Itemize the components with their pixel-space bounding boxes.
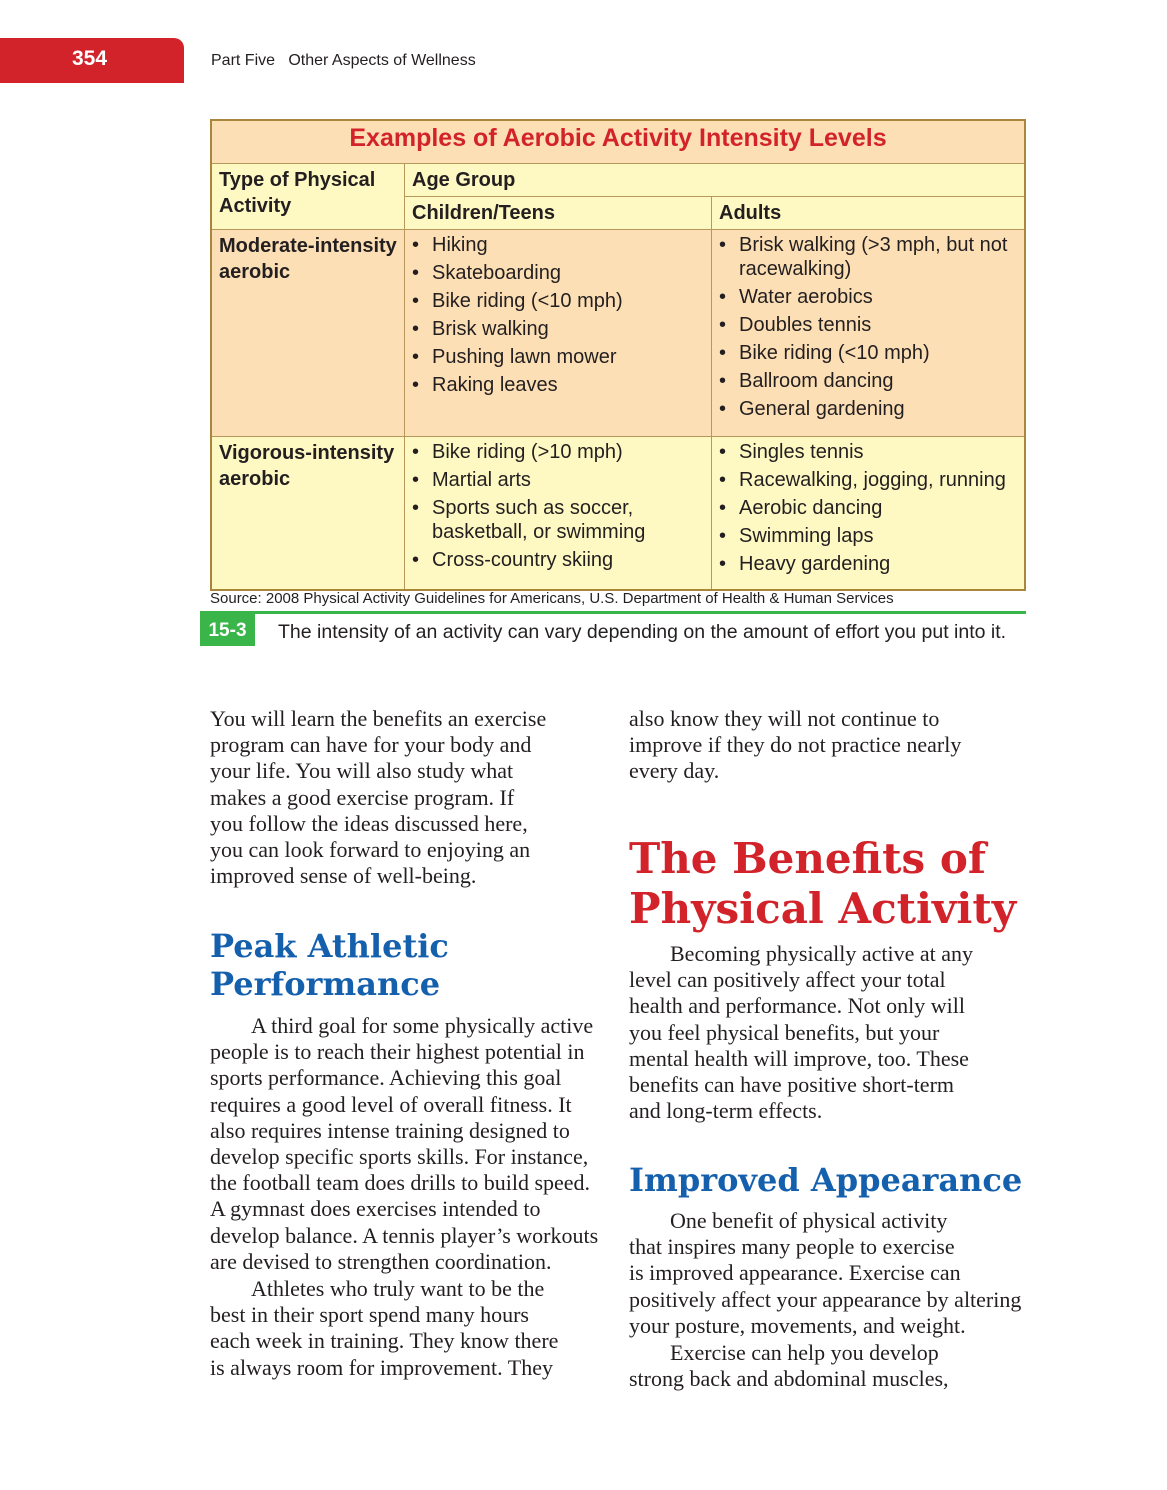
page-number-tab bbox=[0, 38, 184, 83]
table-row bbox=[211, 437, 1025, 590]
text-line: One benefit of physical activity bbox=[670, 1208, 948, 1233]
activity-item: • Cross-country skiing bbox=[412, 548, 704, 572]
peak-paragraph-1 bbox=[210, 1013, 598, 1275]
col-header-age: Age Group bbox=[405, 164, 1026, 197]
col-header-adults: Adults bbox=[712, 197, 1026, 230]
text-line: your life. You will also study what bbox=[210, 758, 514, 784]
activity-item: • Racewalking, jogging, running bbox=[719, 468, 1017, 492]
activity-item: • Water aerobics bbox=[719, 285, 1017, 309]
appearance-paragraph-2 bbox=[629, 1340, 949, 1392]
activity-item: • Pushing lawn mower bbox=[412, 345, 704, 369]
text-line: the football team does drills to build speed. bbox=[210, 1170, 591, 1196]
text-line: sports performance. Achieving this goal bbox=[210, 1065, 562, 1091]
page-number: 354 bbox=[72, 47, 108, 70]
text-line: The Benefits of bbox=[629, 834, 986, 883]
figure-caption: The intensity of an activity can vary depending on the amount of effort you put into it. bbox=[278, 621, 1007, 643]
text-line: develop balance. A tennis player’s workouts bbox=[210, 1222, 599, 1248]
peak-paragraph-2 bbox=[210, 1276, 558, 1381]
text-line: health and performance. Not only will bbox=[629, 993, 966, 1019]
text-line: Exercise can help you develop bbox=[670, 1340, 939, 1365]
text-line: Athletes who truly want to be the bbox=[251, 1276, 545, 1301]
col-header-type: Type of Physical Activity bbox=[211, 164, 405, 230]
table-title: Examples of Aerobic Activity Intensity Levels bbox=[211, 120, 1025, 164]
text-line: improved sense of well-being. bbox=[210, 863, 477, 889]
row-type: Vigorous-intensity aerobic bbox=[211, 437, 405, 590]
text-line: program can have for your body and bbox=[210, 732, 532, 758]
text-line: makes a good exercise program. If bbox=[210, 784, 515, 810]
text-line: Physical Activity bbox=[629, 884, 1017, 933]
text-line: benefits can have positive short-term bbox=[629, 1072, 955, 1098]
activity-item: • Bike riding (>10 mph) bbox=[412, 440, 704, 464]
text-line: that inspires many people to exercise bbox=[629, 1234, 955, 1260]
adults-cell bbox=[712, 437, 1026, 590]
text-line: Becoming physically active at any bbox=[670, 941, 974, 966]
heading-benefits bbox=[629, 834, 1016, 934]
activity-item: • Swimming laps bbox=[719, 524, 1017, 548]
benefits-paragraph bbox=[629, 941, 973, 1124]
text-line: is improved appearance. Exercise can bbox=[629, 1260, 961, 1286]
text-line: each week in training. They know there bbox=[210, 1328, 559, 1354]
appearance-paragraph-1 bbox=[629, 1208, 1021, 1339]
activity-item: • Skateboarding bbox=[412, 261, 704, 285]
activity-item: • Brisk walking (>3 mph, but not racewalking) bbox=[719, 233, 1017, 281]
adults-cell bbox=[712, 230, 1026, 437]
text-line: you can look forward to enjoying an bbox=[210, 837, 531, 863]
table-row bbox=[211, 230, 1025, 437]
col-header-children: Children/Teens bbox=[405, 197, 712, 230]
activity-item: • Aerobic dancing bbox=[719, 496, 1017, 520]
text-line: level can positively affect your total bbox=[629, 967, 946, 993]
activity-item: • Bike riding (<10 mph) bbox=[719, 341, 1017, 365]
activity-item: • Martial arts bbox=[412, 468, 704, 492]
text-line: are devised to strengthen coordination. bbox=[210, 1248, 552, 1274]
activity-item: • Raking leaves bbox=[412, 373, 704, 397]
text-line: requires a good level of overall fitness. It bbox=[210, 1091, 572, 1117]
activity-item: • Bike riding (<10 mph) bbox=[412, 289, 704, 313]
activity-item: • Ballroom dancing bbox=[719, 369, 1017, 393]
intro-paragraph bbox=[210, 706, 546, 889]
text-line: you feel physical benefits, but your bbox=[629, 1019, 940, 1045]
children-cell bbox=[405, 437, 712, 590]
activity-item: • Brisk walking bbox=[412, 317, 704, 341]
text-line: your posture, movements, and weight. bbox=[629, 1312, 966, 1338]
text-line: improve if they do not practice nearly bbox=[629, 732, 962, 758]
intensity-table bbox=[210, 119, 1026, 591]
activity-item: • Singles tennis bbox=[719, 440, 1017, 464]
text-line: people is to reach their highest potential in bbox=[210, 1039, 585, 1065]
text-line: also know they will not continue to bbox=[629, 706, 940, 731]
text-line: Performance bbox=[210, 965, 441, 1003]
activity-item: • General gardening bbox=[719, 397, 1017, 421]
text-line: Peak Athletic bbox=[210, 927, 449, 965]
children-cell bbox=[405, 230, 712, 437]
running-head: Part Five Other Aspects of Wellness bbox=[211, 52, 476, 69]
text-line: develop specific sports skills. For instance, bbox=[210, 1144, 589, 1170]
text-line: A third goal for some physically active bbox=[251, 1013, 594, 1038]
activity-item: • Hiking bbox=[412, 233, 704, 257]
heading-peak-athletic bbox=[210, 927, 449, 1003]
text-line: best in their sport spend many hours bbox=[210, 1302, 529, 1328]
table-source: Source: 2008 Physical Activity Guidelines for Americans, U.S. Department of Health & Human Services bbox=[210, 590, 894, 607]
text-line: and long-term effects. bbox=[629, 1098, 823, 1124]
heading-improved-appearance: Improved Appearance bbox=[629, 1161, 1023, 1199]
caption-rule bbox=[200, 611, 1026, 614]
activity-item: • Heavy gardening bbox=[719, 552, 1017, 576]
text-line: is always room for improvement. They bbox=[210, 1354, 553, 1380]
text-line: A gymnast does exercises intended to bbox=[210, 1196, 541, 1222]
activity-item: • Sports such as soccer, basketball, or swimming bbox=[412, 496, 704, 544]
text-line: positively affect your appearance by altering bbox=[629, 1286, 1022, 1312]
continued-paragraph bbox=[629, 706, 961, 785]
activity-item: • Doubles tennis bbox=[719, 313, 1017, 337]
text-line: mental health will improve, too. These bbox=[629, 1045, 969, 1071]
row-type: Moderate-intensity aerobic bbox=[211, 230, 405, 437]
text-line: every day. bbox=[629, 758, 720, 784]
text-line: strong back and abdominal muscles, bbox=[629, 1366, 949, 1392]
text-line: also requires intense training designed to bbox=[210, 1117, 570, 1143]
text-line: You will learn the benefits an exercise bbox=[210, 706, 547, 731]
text-line: you follow the ideas discussed here, bbox=[210, 810, 528, 836]
figure-number: 15-3 bbox=[200, 614, 255, 646]
